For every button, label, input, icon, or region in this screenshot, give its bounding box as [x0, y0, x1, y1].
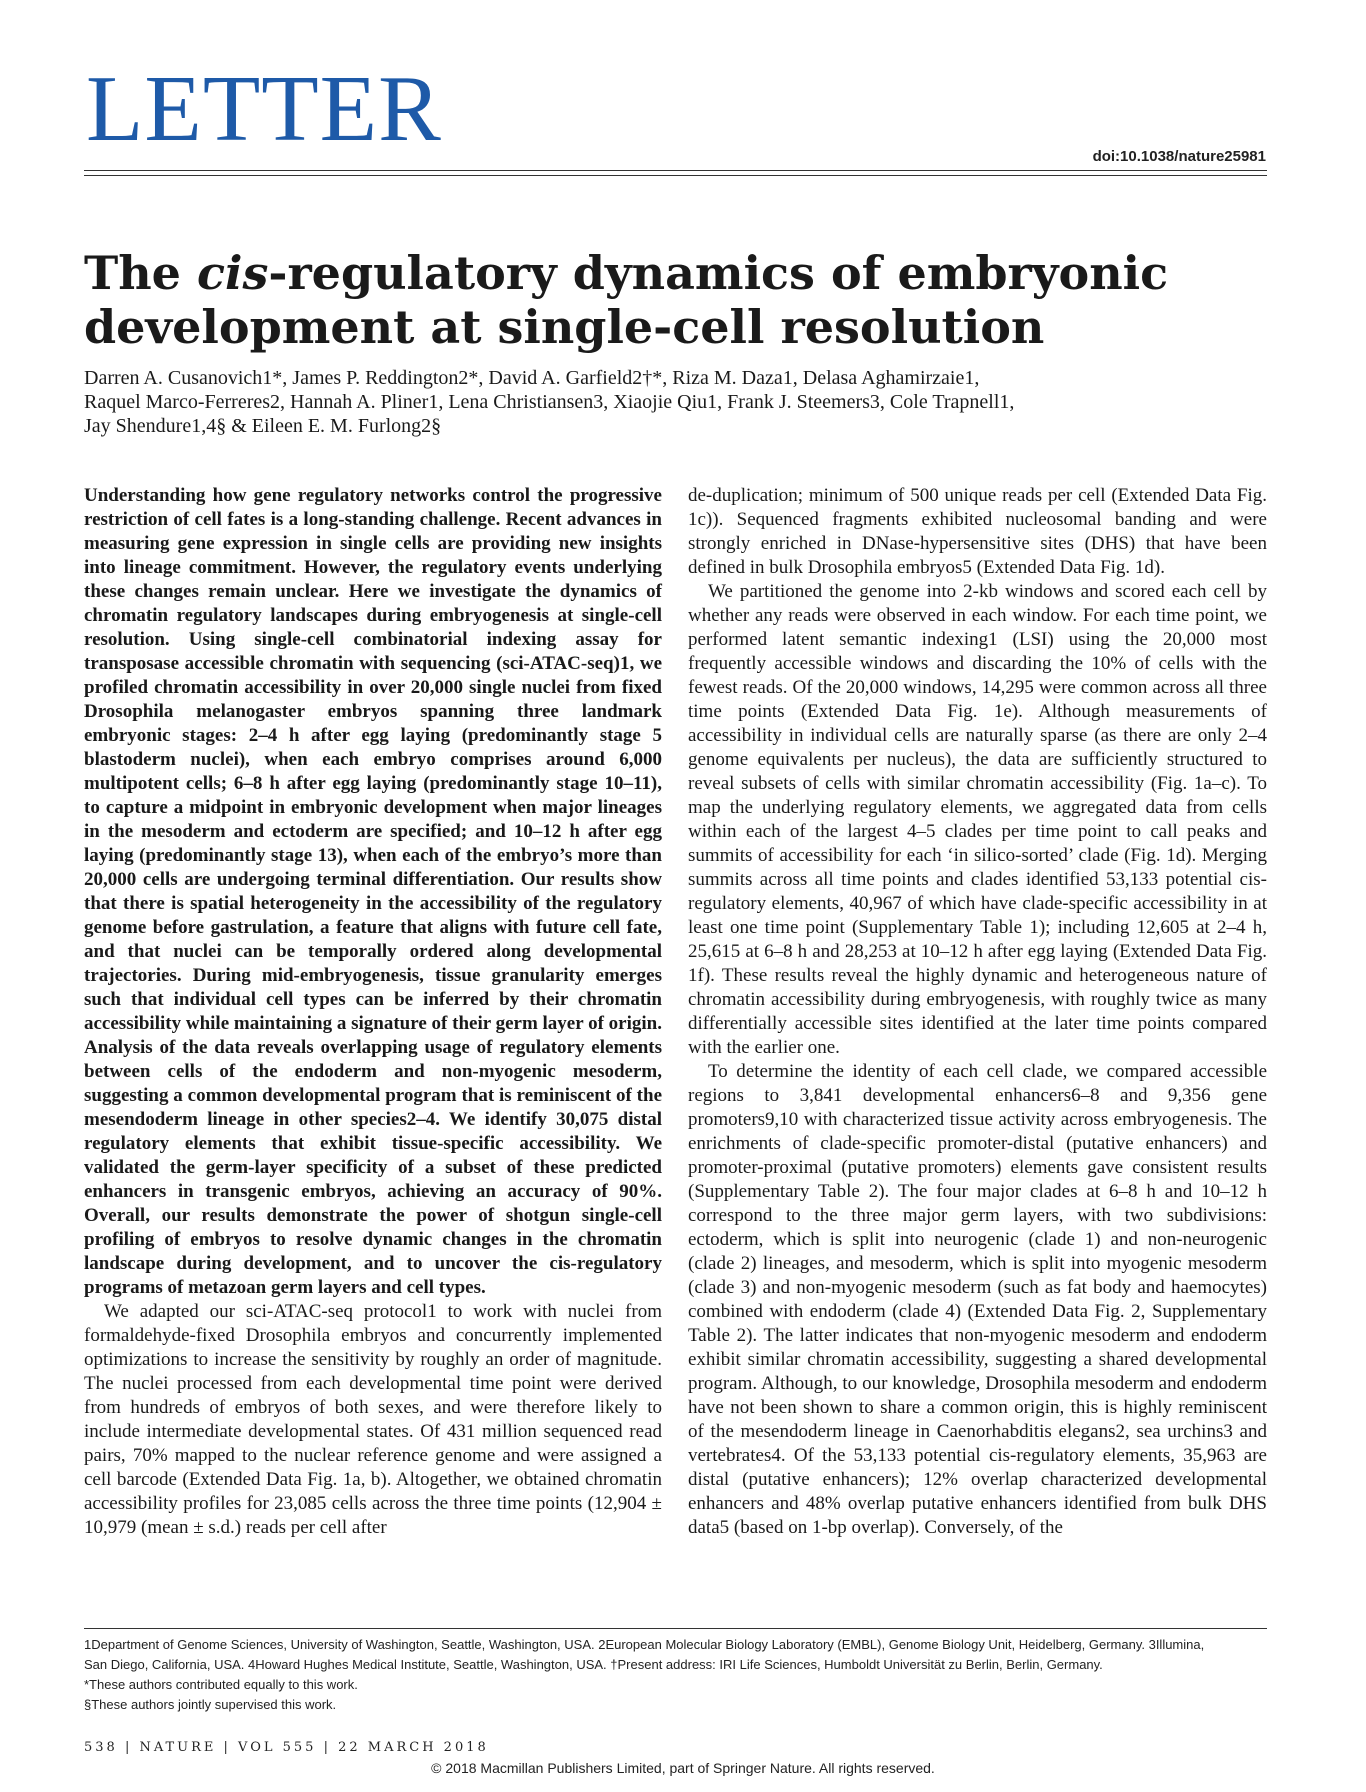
right-column: [688, 484, 1267, 1540]
article-title: The cis-regulatory dynamics of embryonic development at single-cell resolution: [84, 246, 1169, 354]
body-paragraph: We adapted our sci-ATAC-seq protocol1 to work with nuclei from formaldehyde-fixed Drosophila embryos and concurrently implemented optimizations to increase the sensitivity by roughly an order of magnitude. The nuclei processed from each developmental time point were derived from hundreds of embryos of both sexes, and were therefore likely to include intermediate developmental states. Of 431 million sequenced read pairs, 70% mapped to the nuclear reference genome and were assigned a cell barcode (Extended Data Fig. 1a, b). Altogether, we obtained chromatin accessibility profiles for 23,085 cells across the three time points (12,904 ± 10,979 (mean ± s.d.) reads per cell after: [84, 1301, 662, 1538]
affiliations: 1Department of Genome Sciences, University of Washington, Seattle, Washington, USA. 2European Molecular Biology Laboratory (EMBL), Genome Biology Unit, Heidelberg, Germany. 3Illumina,: [84, 1637, 1205, 1652]
header-rule-top: [84, 170, 1267, 171]
author-list: [84, 366, 1204, 438]
left-column: [84, 484, 662, 1540]
body-paragraph: To determine the identity of each cell clade, we compared accessible regions to 3,841 developmental enhancers6–8 and 9,356 gene promoters9,10 with characterized tissue activity across embryogenesis. The enrichments of clade-specific promoter-distal (putative enhancers) and promoter-proximal (putative promoters) elements gave consistent results (Supplementary Table 2). The four major clades at 6–8 h and 10–12 h correspond to the three major germ layers, with two subdivisions: ectoderm, which is split into neurogenic (clade 1) and non-neurogenic (clade 2) lineages, and mesoderm, which is split into myogenic mesoderm (clade 3) and non-myogenic mesoderm (such as fat body and haemocytes) combined with endoderm (clade 4) (Extended Data Fig. 2, Supplementary Table 2). The latter indicates that non-myogenic mesoderm and endoderm exhibit similar chromatin accessibility, suggesting a shared developmental program. Although, to our knowledge, Drosophila mesoderm and endoderm have not been shown to share a common origin, this is highly reminiscent of the mesendoderm lineage in Caenorhabditis elegans2, sea urchins3 and vertebrates4. Of the 53,133 potential cis-regulatory elements, 35,963 are distal (putative enhancers); 12% overlap characterized developmental enhancers and 48% overlap putative enhancers identified from bulk DHS data5 (based on 1-bp overlap). Conversely, of the: [688, 1061, 1267, 1538]
joint-supervision-note: §These authors jointly supervised this work.: [84, 1697, 337, 1712]
body-paragraph: We partitioned the genome into 2-kb windows and scored each cell by whether any reads were observed in each window. For each time point, we performed latent semantic indexing1 (LSI) using the 20,000 most frequently accessible windows and discarding the 10% of cells with the fewest reads. Of the 20,000 windows, 14,295 were common across all three time points (Extended Data Fig. 1e). Although measurements of accessibility in individual cells are naturally sparse (as there are only 2–4 genome equivalents per nucleus), the data are sufficiently structured to reveal subsets of cells with similar chromatin accessibility (Fig. 1a–c). To map the underlying regulatory elements, we aggregated data from cells within each of the largest 4–5 clades per time point to call peaks and summits of accessibility for each ‘in silico-sorted’ clade (Fig. 1d). Merging summits across all time points and clades identified 53,133 potential cis-regulatory elements, 40,967 of which have clade-specific accessibility in at least one time point (Supplementary Table 1); including 12,605 at 2–4 h, 25,615 at 6–8 h and 28,253 at 10–12 h after egg laying (Extended Data Fig. 1f). These results reveal the highly dynamic and heterogeneous nature of chromatin accessibility during embryogenesis, with roughly twice as many differentially accessible sites identified at the later time points compared with the earlier one.: [688, 581, 1267, 1058]
copyright: © 2018 Macmillan Publishers Limited, part of Springer Nature. All rights reserved.: [431, 1760, 935, 1776]
author-line: Jay Shendure1,4§ & Eileen E. M. Furlong2§: [84, 415, 442, 437]
equal-contribution-note: *These authors contributed equally to this work.: [84, 1677, 358, 1692]
section-label: LETTER: [86, 57, 442, 161]
author-line: Raquel Marco-Ferreres2, Hannah A. Pliner1, Lena Christiansen3, Xiaojie Qiu1, Frank J. Steemers3, Cole Trapnell1,: [84, 391, 1015, 413]
body-paragraph: de-duplication; minimum of 500 unique reads per cell (Extended Data Fig. 1c)). Sequenced fragments exhibited nucleosomal banding and were strongly enriched in DNase-hypersensitive sites (DHS) that have been defined in bulk Drosophila embryos5 (Extended Data Fig. 1d).: [688, 485, 1267, 578]
affiliations: San Diego, California, USA. 4Howard Hughes Medical Institute, Seattle, Washington, USA. †Present address: IRI Life Sciences, Humboldt Universität zu Berlin, Berlin, Germany.: [84, 1657, 1103, 1672]
abstract: Understanding how gene regulatory networks control the progressive restriction of cell fates is a long-standing challenge. Recent advances in measuring gene expression in single cells are providing new insights into lineage commitment. However, the regulatory events underlying these changes remain unclear. Here we investigate the dynamics of chromatin regulatory landscapes during embryogenesis at single-cell resolution. Using single-cell combinatorial indexing assay for transposase accessible chromatin with sequencing (sci-ATAC-seq)1, we profiled chromatin accessibility in over 20,000 single nuclei from fixed Drosophila melanogaster embryos spanning three landmark embryonic stages: 2–4 h after egg laying (predominantly stage 5 blastoderm nuclei), when each embryo comprises around 6,000 multipotent cells; 6–8 h after egg laying (predominantly stage 10–11), to capture a midpoint in embryonic development when major lineages in the mesoderm and ectoderm are specified; and 10–12 h after egg laying (predominantly stage 13), when each of the embryo’s more than 20,000 cells are undergoing terminal differentiation. Our results show that there is spatial heterogeneity in the accessibility of the regulatory genome before gastrulation, a feature that aligns with future cell fate, and that nuclei can be temporally ordered along developmental trajectories. During mid-embryogenesis, tissue granularity emerges such that individual cell types can be inferred by their chromatin accessibility while maintaining a signature of their germ layer of origin. Analysis of the data reveals overlapping usage of regulatory elements between cells of the endoderm and non-myogenic mesoderm, suggesting a common developmental program that is reminiscent of the mesendoderm lineage in other species2–4. We identify 30,075 distal regulatory elements that exhibit tissue-specific accessibility. We validated the germ-layer specificity of a subset of these predicted enhancers in transgenic embryos, achieving an accuracy of 90%. Overall, our results demonstrate the power of shotgun single-cell profiling of embryos to resolve dynamic changes in the chromatin landscape during development, and to uncover the cis-regulatory programs of metazoan germ layers and cell types.: [84, 485, 662, 1298]
header-rule-bottom: [84, 175, 1267, 176]
doi-link[interactable]: doi:10.1038/nature25981: [1092, 148, 1266, 165]
title-italic-term: cis: [196, 246, 269, 300]
author-line: Darren A. Cusanovich1*, James P. Reddington2*, David A. Garfield2†*, Riza M. Daza1, Delasa Aghamirzaie1,: [84, 367, 980, 389]
footnotes: [84, 1628, 1267, 1715]
page-footer: 538 | NATURE | VOL 555 | 22 MARCH 2018: [84, 1740, 489, 1755]
